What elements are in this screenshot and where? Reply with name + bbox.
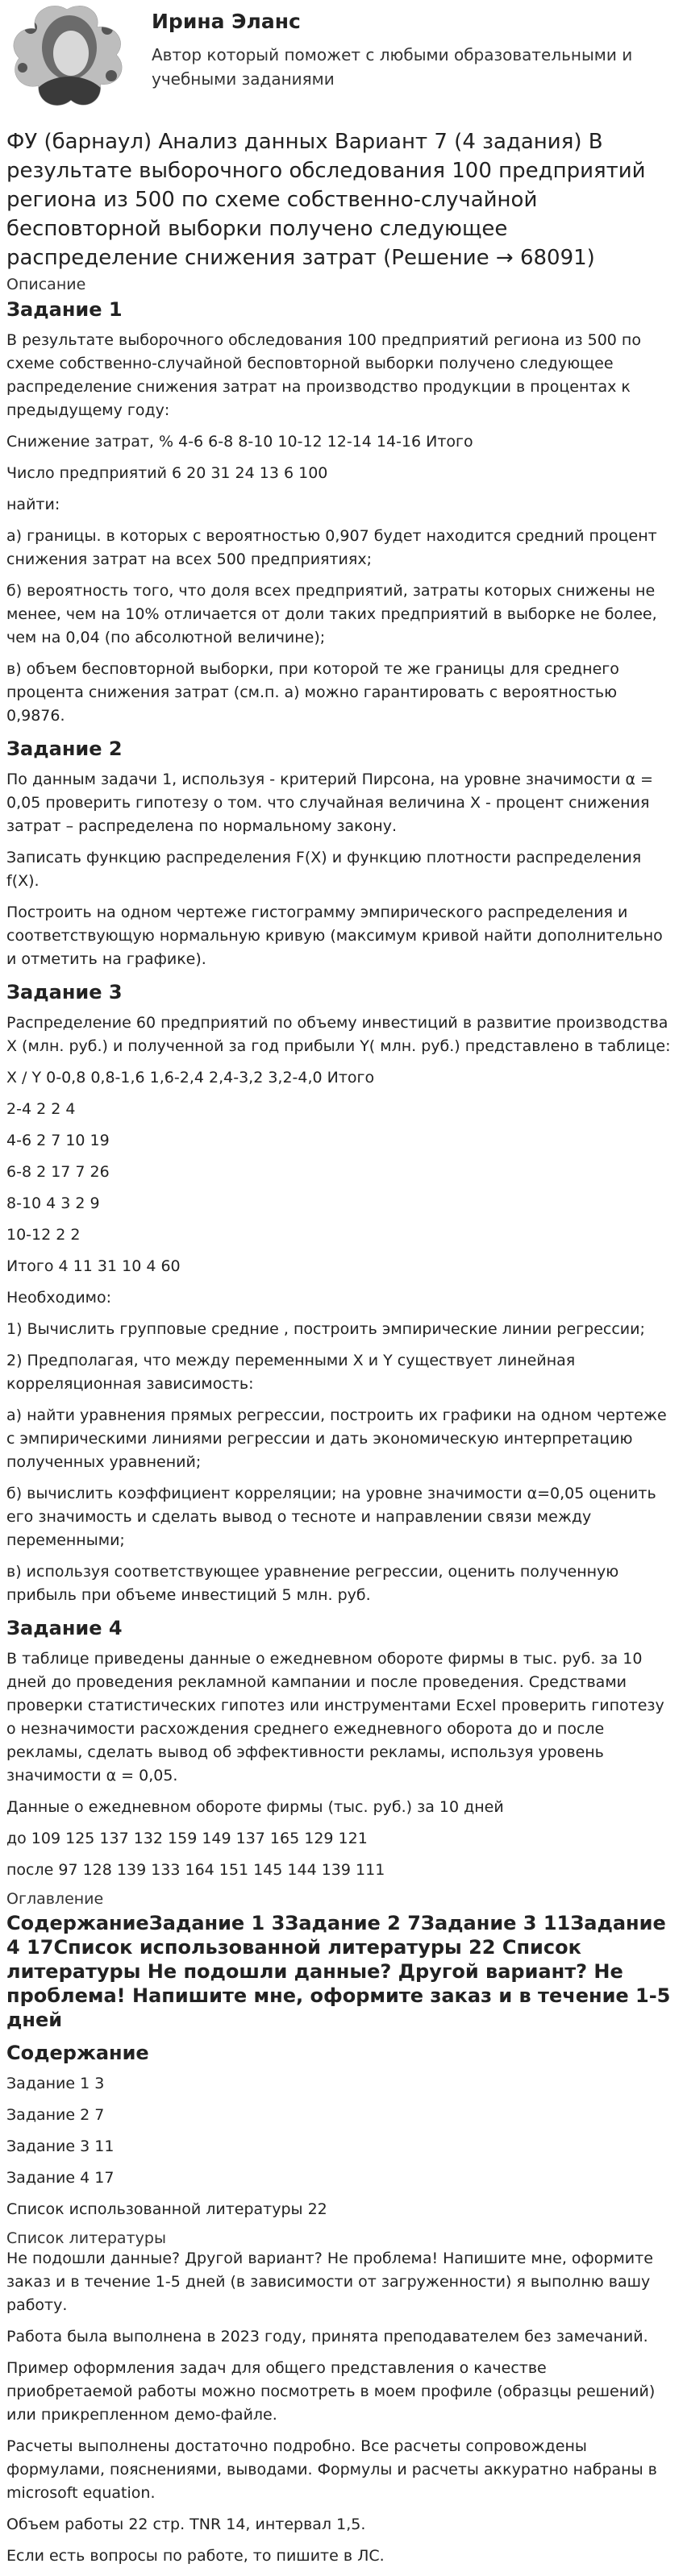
paragraph: Если есть вопросы по работе, то пишите в ЛС. (6, 2547, 385, 2565)
contents-section (6, 2040, 677, 2221)
paragraph: Данные о ежедневном обороте фирмы (тыс. руб.) за 10 дней (6, 1798, 504, 1816)
paragraph: 1) Вычислить групповые средние , построить эмпирические линии регрессии; (6, 1320, 645, 1338)
paragraph: Построить на одном чертеже гистограмму эмпирического распределения и соответствующую нормальную кривую (максимум кривой найти дополнительно и отметить на графике). (6, 904, 663, 968)
paragraph: Объем работы 22 стр. TNR 14, интервал 1,5. (6, 2516, 366, 2533)
paragraph: Распределение 60 предприятий по объему инвестиций в развитие производства X (млн. руб.) и полученной за год прибыли Y( млн. руб.) представлено в таблице: (6, 1014, 671, 1055)
paragraph: 4-6 2 7 10 19 (6, 1132, 110, 1149)
author-info (152, 3, 635, 91)
paragraph: 2-4 2 2 4 (6, 1100, 76, 1118)
task-2-heading: Задание 2 (6, 737, 123, 760)
task-2-section (6, 736, 677, 971)
paragraph: Снижение затрат, % 4-6 6-8 8-10 10-12 12-14 14-16 Итого (6, 433, 473, 451)
page-title: ФУ (барнаул) Анализ данных Вариант 7 (4 задания) В результате выборочного обследования 100 предприятий региона из 500 по схеме собственно-случайной бесповторной выборки получено следующее распределение снижения затрат (Решение → 68091) (6, 130, 646, 270)
task-4-heading: Задание 4 (6, 1617, 123, 1639)
paragraph: а) границы. в которых с вероятностью 0,907 будет находится средний процент снижения затрат на всех 500 предприятиях; (6, 527, 657, 568)
avatar-image (6, 3, 127, 108)
contents-item: Задание 2 7 (6, 2106, 105, 2124)
avatar[interactable] (6, 3, 127, 108)
paragraph: Работа была выполнена в 2023 году, принята преподавателем без замечаний. (6, 2328, 648, 2345)
paragraph: до 109 125 137 132 159 149 137 165 129 121 (6, 1830, 368, 1847)
paragraph: в) объем бесповторной выборки, при которой те же границы для среднего процента снижения затрат (см.п. а) можно гарантировать с вероятностью 0,9876. (6, 660, 619, 725)
paragraph: 2) Предполагая, что между переменными X и Y существует линейная корреляционная зависимость: (6, 1352, 576, 1393)
task-3-heading: Задание 3 (6, 981, 123, 1003)
contents-item: Список использованной литературы 22 (6, 2200, 327, 2218)
paragraph: Расчеты выполнены достаточно подробно. Все расчеты сопровождены формулами, пояснениями, выводами. Формулы и расчеты аккуратно набраны в microsoft equation. (6, 2437, 657, 2502)
toc-label: Оглавление (6, 1890, 104, 1908)
paragraph: X / Y 0-0,8 0,8-1,6 1,6-2,4 2,4-3,2 3,2-4,0 Итого (6, 1069, 375, 1086)
author-name[interactable]: Ирина Эланс (152, 10, 301, 33)
contents-heading: Содержание (6, 2042, 149, 2064)
paragraph: а) найти уравнения прямых регрессии, построить их графики на одном чертеже с эмпирическими линиями регрессии и дать экономическую интерпретацию полученных уравнений; (6, 1406, 667, 1471)
description-label: Описание (6, 276, 86, 293)
task-1-section (6, 297, 677, 728)
paragraph: б) вычислить коэффициент корреляции; на уровне значимости α=0,05 оценить его значимость и сделать вывод о тесноте и направлении связи между переменными; (6, 1485, 656, 1549)
paragraph: В результате выборочного обследования 100 предприятий региона из 500 по схеме собственно-случайной бесповторной выборки получено следующее распределение снижения затрат на производство продукции в процентах к предыдущему году: (6, 331, 641, 419)
author-header (6, 0, 677, 116)
paragraph: 8-10 4 3 2 9 (6, 1195, 100, 1212)
paragraph: В таблице приведены данные о ежедневном обороте фирмы в тыс. руб. за 10 дней до проведения рекламной кампании и после проведения. Средствами проверки статистических гипотез или инструментами Ecxel проверить гипотезу о незначимости расхождения среднего ежедневного оборота до и после рекламы, сделать вывод об эффективности рекламы, используя уровень значимости α = 0,05. (6, 1650, 664, 1785)
paragraph: Пример оформления задач для общего представления о качестве приобретаемой работы можно посмотреть в моем профиле (образцы решений) или прикрепленном демо-файле. (6, 2359, 656, 2424)
contents-item: Задание 3 11 (6, 2138, 115, 2155)
contents-item: Задание 1 3 (6, 2075, 105, 2092)
author-description: Автор который поможет с любыми образовательными и учебными заданиями (152, 45, 633, 89)
toc-summary: СодержаниеЗадание 1 3Задание 2 7Задание 3 11Задание 4 17Список использованной литературы 22 Список литературы Не подошли данные? Другой вариант? Не проблема! Напишите мне, оформите заказ и в течение 1-5 дней (6, 1912, 671, 2031)
paragraph: найти: (6, 496, 60, 513)
paragraph: 6-8 2 17 7 26 (6, 1163, 110, 1181)
footer-section (6, 2247, 677, 2568)
paragraph: 10-12 2 2 (6, 1226, 81, 1244)
task-1-heading: Задание 1 (6, 298, 123, 321)
paragraph: Необходимо: (6, 1289, 112, 1307)
paragraph: в) используя соответствующее уравнение регрессии, оценить полученную прибыль при объеме инвестиций 5 млн. руб. (6, 1563, 619, 1604)
paragraph: б) вероятность того, что доля всех предприятий, затраты которых снижены не менее, чем на 10% отличается от доли таких предприятий в выборке не более, чем на 0,04 (по абсолютной величине); (6, 582, 657, 646)
paragraph: Записать функцию распределения F(X) и функцию плотности распределения f(X). (6, 849, 642, 890)
paragraph: По данным задачи 1, используя - критерий Пирсона, на уровне значимости α = 0,05 проверить гипотезу о том. что случайная величина X - процент снижения затрат – распределена по нормальному закону. (6, 771, 653, 835)
contents-item: Задание 4 17 (6, 2169, 115, 2187)
paragraph: Не подошли данные? Другой вариант? Не проблема! Напишите мне, оформите заказ и в течение 1-5 дней (в зависимости от загруженности) я выполню вашу работу. (6, 2250, 653, 2314)
paragraph: после 97 128 139 133 164 151 145 144 139 111 (6, 1861, 385, 1879)
paragraph: Итого 4 11 31 10 4 60 (6, 1257, 181, 1275)
task-4-section (6, 1615, 677, 1882)
bibliography-label: Список литературы (6, 2229, 166, 2247)
task-3-section (6, 979, 677, 1607)
paragraph: Число предприятий 6 20 31 24 13 6 100 (6, 464, 328, 482)
